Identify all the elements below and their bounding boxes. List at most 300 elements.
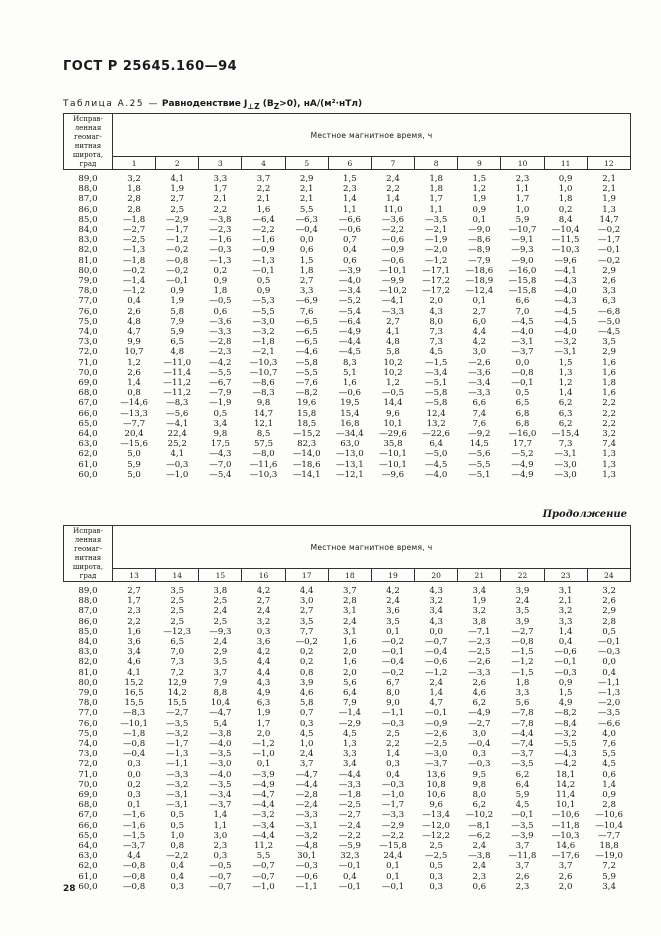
value-cell: —0,8 [511,367,534,378]
value-cell: 82,3 [297,439,317,450]
value-cell: 17,5 [210,439,230,450]
hour-column-header: 8 [415,157,458,170]
value-cell: 5,8 [299,698,314,709]
value-cell: —3,8 [209,214,232,225]
value-cell: 0,3 [170,881,185,892]
value-cell: 3,0 [299,596,314,607]
value-cell: —0,2 [597,255,621,266]
latitude-cell: 63,0 [78,851,98,862]
value-cell: —2,1 [252,347,275,358]
value-cell: 0,5 [602,626,616,637]
value-cell: —3,1 [295,820,318,831]
value-cell: —3,0 [554,459,577,470]
value-cell: 2,4 [386,174,400,184]
value-cell: —1,6 [209,235,232,246]
value-cell: 0,5 [429,861,443,872]
value-cell: 1,0 [515,204,530,215]
value-cell: 1,3 [602,459,616,470]
value-cell: 3,5 [170,586,185,596]
value-cell: 1,3 [602,204,616,215]
latitude-cell: 72,0 [78,347,98,358]
value-cell: 2,5 [170,606,185,617]
value-cell: 4,3 [429,586,443,596]
hour-column-header: 10 [501,157,544,170]
value-cell: —10,1 [379,459,407,470]
hour-column-header: 15 [199,569,242,582]
value-cell: —0,3 [381,718,405,729]
value-cell: —4,3 [554,749,577,760]
value-cell: 5,9 [602,871,616,882]
value-cell: 3,6 [127,637,141,648]
value-cell: 2,4 [213,606,228,617]
value-cell: —13,3 [120,408,148,419]
value-cell: 2,4 [256,606,271,617]
table-row [64,657,631,667]
table-row [64,470,631,480]
value-cell: —0,7 [252,871,275,882]
value-cell: 0,1 [386,871,400,882]
table-row [64,810,631,820]
latitude-cell: 67,0 [78,810,98,821]
value-cell: 6,2 [558,398,573,409]
value-cell: 4,1 [386,327,400,338]
value-cell: 3,1 [343,606,357,617]
table-row [64,368,631,378]
value-cell: —18,6 [465,265,494,276]
value-cell: —17,2 [422,286,451,297]
value-cell: 9,0 [386,698,400,709]
value-cell: —5,1 [468,469,491,480]
value-cell: 10,7 [124,347,144,358]
value-cell: 0,9 [602,790,616,801]
value-cell: —0,1 [338,881,361,892]
value-cell: —10,3 [249,469,278,480]
value-cell: —0,8 [511,637,534,648]
value-cell: —6,3 [295,214,318,225]
value-cell: 3,1 [343,626,357,637]
value-cell: —0,4 [122,749,146,760]
value-cell: 13,6 [426,769,446,780]
value-cell: 2,6 [558,871,573,882]
latitude-column-header [64,114,113,170]
value-cell: —0,2 [166,245,189,256]
value-cell: —10,7 [508,225,537,236]
value-cell: —9,6 [554,255,577,266]
value-cell: —0,1 [166,276,189,287]
value-cell: 9,8 [472,779,487,790]
value-cell: 1,0 [558,184,573,195]
caption-title-rest: (B [259,99,274,109]
value-cell: —1,2 [252,739,275,750]
latitude-cell: 86,0 [78,616,98,627]
value-cell: —5,5 [468,459,491,470]
value-cell: —1,3 [597,688,621,699]
value-cell: —7,1 [468,626,491,637]
value-cell: 6,4 [515,779,530,790]
value-cell: —14,6 [120,398,148,409]
caption-title-main: Равноденствие J [161,99,248,109]
latitude-cell: 68,0 [78,388,98,399]
value-cell: 0,3 [127,790,141,801]
table-row [64,851,631,861]
value-cell: 4,1 [170,449,185,460]
value-cell: 2,9 [602,347,616,358]
value-cell: —1,1 [597,677,621,688]
value-cell: 2,8 [343,596,357,607]
value-cell: 1,3 [343,739,357,750]
table-row [64,245,631,255]
value-cell: —8,1 [468,820,491,831]
value-cell: —9,2 [468,429,491,440]
latitude-cell: 66,0 [78,408,98,419]
value-cell: 7,0 [170,647,185,658]
value-cell: 2,3 [343,184,357,195]
value-cell: 0,7 [343,235,357,246]
value-cell: —0,5 [381,388,405,399]
value-cell: 8,8 [213,688,228,699]
value-cell: 1,4 [429,688,443,699]
latitude-cell: 68,0 [78,800,98,811]
table-row [64,708,631,718]
latitude-cell: 81,0 [78,255,98,266]
table-row [64,617,631,627]
value-cell: 1,7 [127,596,141,607]
value-cell: 12,4 [426,408,446,419]
value-cell: —8,3 [252,388,275,399]
value-cell: 2,1 [213,194,228,205]
value-cell: —3,3 [166,769,189,780]
value-cell: 2,1 [602,184,616,195]
value-cell: 7,6 [602,739,616,750]
value-cell: 0,1 [256,759,271,770]
value-cell: 4,3 [256,677,271,688]
value-cell: 1,9 [256,708,271,719]
value-cell: 4,6 [472,688,487,699]
hour-column-header: 9 [458,157,501,170]
value-cell: —4,5 [338,347,361,358]
value-cell: 6,5 [170,337,185,348]
value-cell: —12,2 [422,830,451,841]
value-cell: —0,6 [381,255,405,266]
value-cell: —1,3 [166,749,189,760]
value-cell: 4,4 [256,657,271,668]
value-cell: —18,6 [292,459,321,470]
value-cell: 6,3 [602,296,616,307]
latitude-cell: 77,0 [78,708,98,719]
latitude-cell: 85,0 [78,626,98,637]
value-cell: —4,9 [252,779,275,790]
value-cell: 6,8 [515,418,530,429]
value-cell: —5,2 [511,449,534,460]
value-cell: —7,4 [511,739,534,750]
value-cell: —1,4 [122,276,146,287]
value-cell: —0,9 [252,245,275,256]
value-cell: 3,7 [343,586,357,596]
value-cell: 3,2 [127,174,141,184]
value-cell: 1,8 [213,286,228,297]
value-cell: 2,1 [602,174,616,184]
latitude-cell: 75,0 [78,316,98,327]
value-cell: 1,9 [170,184,185,195]
value-cell: 10,6 [426,790,446,801]
latitude-cell: 65,0 [78,418,98,429]
value-cell: 1,4 [386,749,400,760]
table-row [64,449,631,459]
value-cell: 2,6 [127,306,141,317]
value-cell: —3,1 [166,790,189,801]
table-row [64,790,631,800]
value-cell: 3,3 [602,286,616,297]
value-cell: 7,3 [170,657,185,668]
latitude-cell: 63,0 [78,439,98,450]
hour-column-header: 20 [415,569,458,582]
value-cell: 2,1 [299,194,314,205]
value-cell: —3,5 [511,820,534,831]
value-cell: 3,2 [472,606,487,617]
value-cell: 2,5 [170,596,185,607]
value-cell: —11,4 [163,367,192,378]
value-cell: 16,5 [124,688,144,699]
value-cell: 14,7 [253,408,274,419]
value-cell: 4,4 [472,327,487,338]
value-cell: —4,7 [209,708,232,719]
value-cell: 0,4 [170,861,185,872]
value-cell: 9,5 [472,769,487,780]
value-cell: —1,6 [122,810,146,821]
table-row [64,235,631,245]
value-cell: —8,0 [252,449,275,460]
value-cell: 1,2 [472,184,487,195]
value-cell: —4,3 [554,276,577,287]
latitude-cell: 82,0 [78,657,98,668]
table-row [64,678,631,688]
latitude-cell: 86,0 [78,204,98,215]
hour-column-header: 24 [587,569,630,582]
value-cell: —3,8 [209,728,232,739]
value-cell: 10,2 [383,357,403,368]
value-cell: —0,3 [209,245,232,256]
value-cell: —6,5 [295,337,318,348]
value-cell: 24,4 [383,851,403,862]
value-cell: 2,2 [213,204,228,215]
value-cell: 6,2 [558,418,573,429]
value-cell: —0,1 [597,245,621,256]
value-cell: —4,5 [597,327,621,338]
hour-column-header: 11 [544,157,587,170]
value-cell: 7,0 [515,306,530,317]
value-cell: —3,5 [425,214,448,225]
value-cell: —22,6 [422,429,451,440]
value-cell: 2,1 [299,184,314,195]
value-cell: —6,6 [597,718,621,729]
value-cell: 10,4 [210,698,230,709]
value-cell: —4,1 [381,296,405,307]
table-row [64,759,631,769]
value-cell: —2,7 [338,810,361,821]
value-cell: 22,4 [167,429,187,440]
value-cell: 0,5 [170,820,185,831]
value-cell: —1,4 [338,708,361,719]
value-cell: —0,2 [166,265,189,276]
value-cell: —2,5 [338,800,361,811]
value-cell: 0,5 [213,408,228,419]
value-cell: —3,3 [381,810,405,821]
value-cell: —15,2 [292,429,321,440]
value-cell: —0,9 [381,245,405,256]
value-cell: 14,4 [383,398,403,409]
value-cell: 2,6 [602,596,616,607]
value-cell: —15,8 [379,841,407,852]
value-cell: 1,5 [299,255,314,266]
value-cell: 3,3 [213,174,228,184]
value-cell: —9,0 [468,225,491,236]
value-cell: —0,1 [554,657,577,668]
value-cell: 1,5 [343,174,357,184]
value-cell: —3,5 [209,749,232,760]
value-cell: 12,9 [167,677,187,688]
value-cell: —1,5 [425,357,448,368]
value-cell: 2,9 [602,606,616,617]
value-cell: 2,4 [515,596,530,607]
value-cell: —3,0 [209,759,232,770]
value-cell: —1,7 [166,225,189,236]
value-cell: —0,6 [554,647,577,658]
value-cell: —4,9 [338,327,361,338]
table-row [64,419,631,429]
value-cell: —1,5 [511,667,534,678]
hour-column-header: 5 [285,157,328,170]
value-cell: —4,0 [554,327,577,338]
hour-column-header: 2 [156,157,199,170]
value-cell: —14,1 [292,469,321,480]
value-cell: 15,5 [124,698,144,709]
hour-column-header: 7 [371,157,414,170]
value-cell: —0,2 [381,667,405,678]
value-cell: 1,9 [170,296,185,307]
table-row [64,205,631,215]
latitude-column-header [64,526,113,582]
value-cell: —4,3 [554,296,577,307]
value-cell: —4,3 [209,449,232,460]
value-cell: 3,4 [602,881,616,892]
value-cell: —19,0 [595,851,623,862]
value-cell: —6,6 [338,214,361,225]
value-cell: 18,1 [556,769,576,780]
value-cell: —0,3 [381,779,405,790]
table-row [64,582,631,597]
value-cell: —1,8 [122,214,146,225]
value-cell: 4,9 [558,698,573,709]
value-cell: 0,4 [558,637,573,648]
value-cell: —7,8 [511,708,534,719]
value-cell: —5,5 [554,739,577,750]
value-cell: 2,8 [127,204,141,215]
value-cell: —1,3 [252,255,275,266]
value-cell: 0,1 [386,861,400,872]
value-cell: 3,6 [256,637,271,648]
value-cell: —2,2 [381,830,405,841]
value-cell: —0,6 [425,657,448,668]
value-cell: —8,6 [252,378,275,389]
latitude-cell: 60,0 [78,881,98,892]
value-cell: 15,8 [297,408,317,419]
value-cell: 14,6 [556,841,576,852]
value-cell: —8,6 [468,235,491,246]
value-cell: 9,8 [256,398,271,409]
value-cell: —6,7 [209,378,232,389]
latitude-cell: 81,0 [78,667,98,678]
value-cell: —0,4 [295,225,318,236]
value-cell: —0,8 [166,255,189,266]
value-cell: —9,3 [511,245,534,256]
table-row [64,358,631,368]
value-cell: 2,7 [472,306,487,317]
value-cell: —1,8 [122,728,146,739]
value-cell: —0,1 [381,647,405,658]
value-cell: —3,3 [295,810,318,821]
value-cell: 1,2 [386,378,400,389]
value-cell: —0,1 [425,708,448,719]
value-cell: —2,2 [338,830,361,841]
value-cell: —2,7 [166,708,189,719]
value-cell: —16,0 [508,429,537,440]
value-cell: 2,5 [213,616,228,627]
hour-column-header: 22 [501,569,544,582]
value-cell: 2,2 [256,184,271,195]
value-cell: —0,1 [597,637,621,648]
value-cell: 2,2 [602,398,616,409]
latitude-cell: 71,0 [78,357,98,368]
value-cell: 1,9 [602,194,616,205]
value-cell: —2,4 [295,800,318,811]
value-cell: —0,4 [468,739,491,750]
value-cell: 0,5 [256,276,271,287]
caption-title-sub2: Z [273,101,280,111]
value-cell: —3,5 [209,779,232,790]
value-cell: 3,7 [299,759,314,770]
value-cell: —2,7 [122,225,146,236]
value-cell: 4,6 [127,657,141,668]
latitude-cell: 66,0 [78,820,98,831]
value-cell: 1,9 [472,596,487,607]
value-cell: 0,6 [213,306,228,317]
value-cell: 3,4 [343,759,357,770]
value-cell: 15,5 [167,698,187,709]
value-cell: —1,2 [511,657,534,668]
value-cell: 0,4 [386,769,400,780]
value-cell: —4,2 [554,759,577,770]
latitude-cell: 61,0 [78,871,98,882]
latitude-cell: 75,0 [78,728,98,739]
value-cell: 15,2 [124,677,144,688]
value-cell: 1,4 [213,810,228,821]
value-cell: 0,4 [602,667,616,678]
value-cell: —4,8 [295,841,318,852]
value-cell: 0,0 [127,769,141,780]
value-cell: —1,7 [166,739,189,750]
value-cell: 1,8 [127,184,141,195]
value-cell: —3,3 [381,306,405,317]
value-cell: —0,3 [597,647,621,658]
value-cell: 1,8 [429,184,443,195]
latitude-cell: 74,0 [78,327,98,338]
value-cell: 6,2 [472,800,487,811]
value-cell: 3,2 [256,616,271,627]
value-cell: —1,8 [122,255,146,266]
table-row [64,627,631,637]
value-cell: —3,1 [554,449,577,460]
hour-header-row [64,157,631,170]
